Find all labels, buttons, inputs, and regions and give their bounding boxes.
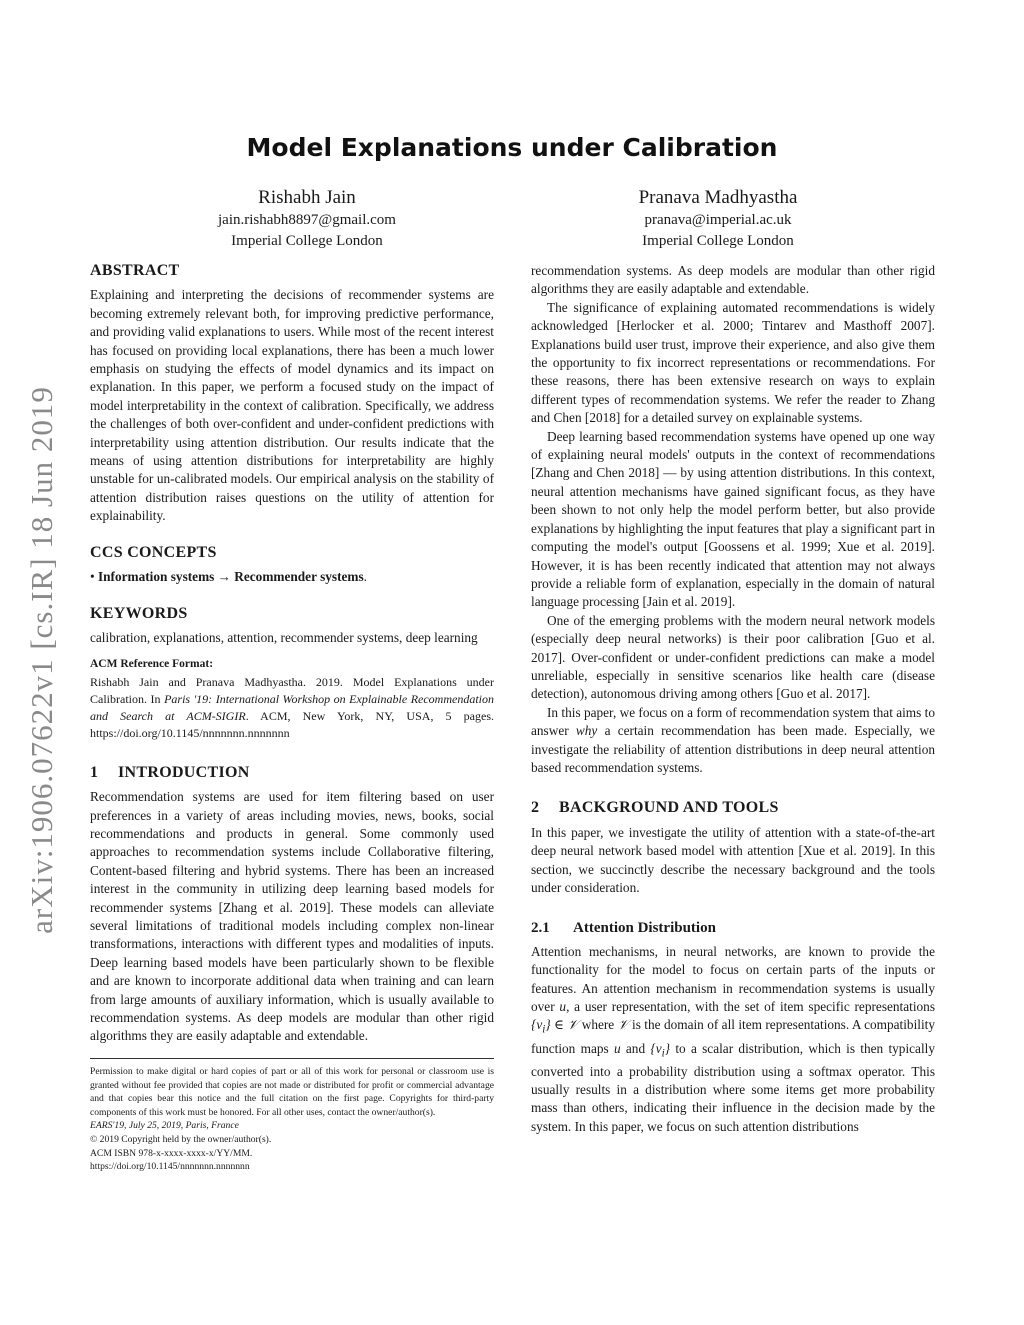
intro-paragraph-4: One of the emerging problems with the modern neural network models (especially deep neural networks) is their poor calibration [Guo et al. 2017]. Over-confident or under-confident predictions can make a model unreliable, especially in sensitive scenarios like health care (disease detection), autonomous driving among others [Guo et al. 2017]. bbox=[531, 612, 935, 702]
conference-info: EARS'19, July 25, 2019, Paris, France bbox=[90, 1120, 239, 1132]
attention-text: and bbox=[620, 1040, 651, 1056]
intro-paragraph-3: Deep learning based recommendation systems have opened up one way of explaining neural models' outputs in the context of recommendations [Zhang and Chen 2018] — by using attention distributions. In this context, neural attention mechanisms have gained significant focus, as they have been shown to not only help the model perform better, but also provide explanations by highlighting the input features that play a significant part in computing the model's output [Goossens et al. 1999; Xue et al. 2019]. However, it is has been recently indicated that attention may not always provide a reliable form of explanation, especially in the domain of natural language processing [Jain et al. 2019]. bbox=[531, 428, 935, 610]
section-title: BACKGROUND AND TOOLS bbox=[559, 799, 779, 817]
background-heading bbox=[531, 799, 935, 817]
author-block-1 bbox=[147, 186, 467, 252]
intro-heading bbox=[90, 764, 494, 782]
subsection-number: 2.1 bbox=[531, 920, 550, 937]
ccs-bullet: • bbox=[90, 569, 95, 585]
left-column bbox=[90, 262, 495, 1044]
author-block-2 bbox=[558, 186, 878, 252]
author-name: Rishabh Jain bbox=[258, 187, 356, 208]
author-email: jain.rishabh8897@gmail.com bbox=[218, 212, 396, 228]
intro-p5-start: In this paper, we focus on a form of recommendation system that aims to answer bbox=[531, 704, 935, 739]
keywords-heading: KEYWORDS bbox=[90, 604, 188, 622]
ccs-sub-concept: Recommender systems bbox=[234, 569, 364, 585]
right-column bbox=[531, 262, 935, 1136]
doi-line: https://doi.org/10.1145/nnnnnnn.nnnnnnn bbox=[90, 1161, 250, 1173]
ccs-concept: Information systems bbox=[97, 569, 215, 585]
intro-p5-emphasis: why bbox=[575, 723, 598, 739]
copyright-line: © 2019 Copyright held by the owner/author(s). bbox=[90, 1133, 272, 1145]
attention-paragraph bbox=[531, 943, 935, 1136]
arxiv-stamp: arXiv:1906.07622v1 [cs.IR] 18 Jun 2019 bbox=[24, 386, 59, 934]
math-subscript: i bbox=[542, 1024, 546, 1037]
acm-ref-part1: Rishabh Jain and Pranava Madhyastha. 2019. Model Explanations under Calibration. In bbox=[90, 674, 494, 706]
math-part: } ∈ 𝒱 bbox=[545, 1017, 579, 1033]
acm-reference-text bbox=[90, 674, 494, 742]
math-vi-set bbox=[531, 1017, 579, 1037]
abstract-text: Explaining and interpreting the decisions of recommender systems are becoming extremely relevant both, for improving predictive performance, and providing valid explanations to users. While most of the recent interest has focused on providing local explanations, there has been a much lower emphasis on studying the effects of model dynamics and its impact on explanation. In this paper, we perform a focused study on the impact of model interpretability in the context of calibration. Specifically, we address the challenges of both over-confident and under-confident predictions with interpretability using attention distribution. Our results indicate that the means of using attention distributions for interpretability are highly unstable for un-calibrated models. Our empirical analysis on the stability of attention distribution raises questions on the utility of attention for explainability. bbox=[90, 287, 494, 524]
background-paragraph: In this paper, we investigate the utility of attention with a state-of-the-art deep neural network based model with attention [Xue et al. 2019]. In this section, we succinctly describe the necessary background and the tools under consideration. bbox=[531, 824, 935, 895]
math-part: {v bbox=[650, 1040, 662, 1056]
intro-p5-end: a certain recommendation has been made. Especially, we investigate the reliability of attention distributions in deep neural attention based recommendation systems. bbox=[531, 723, 935, 775]
author-affiliation: Imperial College London bbox=[231, 233, 383, 249]
attention-text: , a user representation, with the set of item specific representations bbox=[566, 999, 935, 1015]
author-email: pranava@imperial.ac.uk bbox=[644, 212, 792, 228]
acm-ref-part2: . ACM, New York, NY, USA, 5 pages. https://doi.org/10.1145/nnnnnnn.nnnnnnn bbox=[90, 708, 495, 740]
isbn-line: ACM ISBN 978-x-xxxx-xxxx-x/YY/MM. bbox=[90, 1147, 253, 1159]
attention-text: where bbox=[578, 1017, 618, 1033]
paper-title: Model Explanations under Calibration bbox=[246, 133, 778, 162]
section-title: INTRODUCTION bbox=[118, 763, 250, 781]
attention-heading bbox=[531, 919, 935, 937]
acm-ref-venue: Paris '19: International Workshop on Explainable Recommendation and Search at ACM-SIGIR bbox=[90, 691, 495, 723]
author-name: Pranava Madhyastha bbox=[638, 187, 798, 208]
author-affiliation: Imperial College London bbox=[642, 233, 794, 249]
section-number: 1 bbox=[90, 763, 99, 781]
ccs-arrow: → bbox=[217, 569, 231, 585]
permission-notice: Permission to make digital or hard copies of part or all of this work for personal or classroom use is granted without fee provided that copies are not made or distributed for profit or commercial advantage and that copies bear this notice and the full citation on the first page. Copyrights for third-party components of this work must be honored. For all other uses, contact the owner/author(s). bbox=[90, 1066, 494, 1118]
section-number: 2 bbox=[531, 799, 540, 817]
intro-paragraph-2: The significance of explaining automated recommendations is widely acknowledged [Herlocker et al. 2000; Tintarev and Masthoff 2007]. Explanations build user trust, improve their experience, and also give them the opportunity to fix incorrect representations or recommendations. For these reasons, there has been extensive research on ways to explain different types of recommendation systems. We refer the reader to Zhang and Chen [2018] for a detailed survey on explainable systems. bbox=[531, 299, 935, 426]
math-u: u bbox=[613, 1040, 621, 1056]
math-u: u bbox=[559, 999, 567, 1015]
ccs-period: . bbox=[363, 569, 367, 585]
abstract-heading: ABSTRACT bbox=[90, 262, 180, 279]
ccs-concepts bbox=[90, 568, 494, 586]
math-vi-set bbox=[650, 1040, 671, 1060]
copyright-footnote bbox=[90, 1058, 494, 1174]
intro-paragraph-5 bbox=[531, 704, 935, 778]
attention-text: Attention mechanisms, in neural networks, are known to provide the functionality for the model to focus on certain parts of the inputs or features. An attention mechanism in recommendation systems is usually over bbox=[531, 943, 935, 1015]
acm-reference-heading: ACM Reference Format: bbox=[90, 658, 214, 671]
keywords-text: calibration, explanations, attention, recommender systems, deep learning bbox=[90, 629, 478, 645]
intro-paragraph-1: Recommendation systems are used for item filtering based on user preferences in a variety of areas including movies, news, books, social recommendations and products in general. Some commonly used approaches to recommendation systems include Collaborative filtering, Content-based filtering and hybrid systems. There has been an increased interest in the community in utilizing deep learning based models for recommender systems [Zhang et al. 2019]. These models can alleviate several limitations of traditional models including complex non-linear transformations, interactions with different types and modalities of inputs. Deep learning based models have been particularly shown to be flexible and are known to incorporate additional data when training and can learn from large amounts of auxiliary information, which is usually available to recommendation systems. As deep models are modular than other rigid algorithms they are easily adaptable and extendable. bbox=[90, 789, 494, 1044]
ccs-heading: CCS CONCEPTS bbox=[90, 543, 217, 561]
math-part: {v bbox=[531, 1017, 543, 1033]
attention-text: is the domain of all item representations. A compatibility function maps bbox=[531, 1017, 935, 1056]
subsection-title: Attention Distribution bbox=[573, 920, 716, 937]
math-part: } bbox=[664, 1040, 671, 1056]
intro-paragraph-1-cont: recommendation systems. As deep models are modular than other rigid algorithms they are easily adaptable and extendable. bbox=[531, 263, 935, 297]
attention-text: to a scalar distribution, which is then typically converted into a probability distribution using a softmax operator. This usually results in a distribution where some items get more probability mass than others, indicating their influence in the decision made by the system. In this paper, we focus on such attention distributions bbox=[531, 1040, 935, 1134]
acm-reference bbox=[90, 655, 494, 741]
math-v-domain: 𝒱 bbox=[617, 1017, 629, 1033]
math-subscript: i bbox=[661, 1047, 665, 1060]
